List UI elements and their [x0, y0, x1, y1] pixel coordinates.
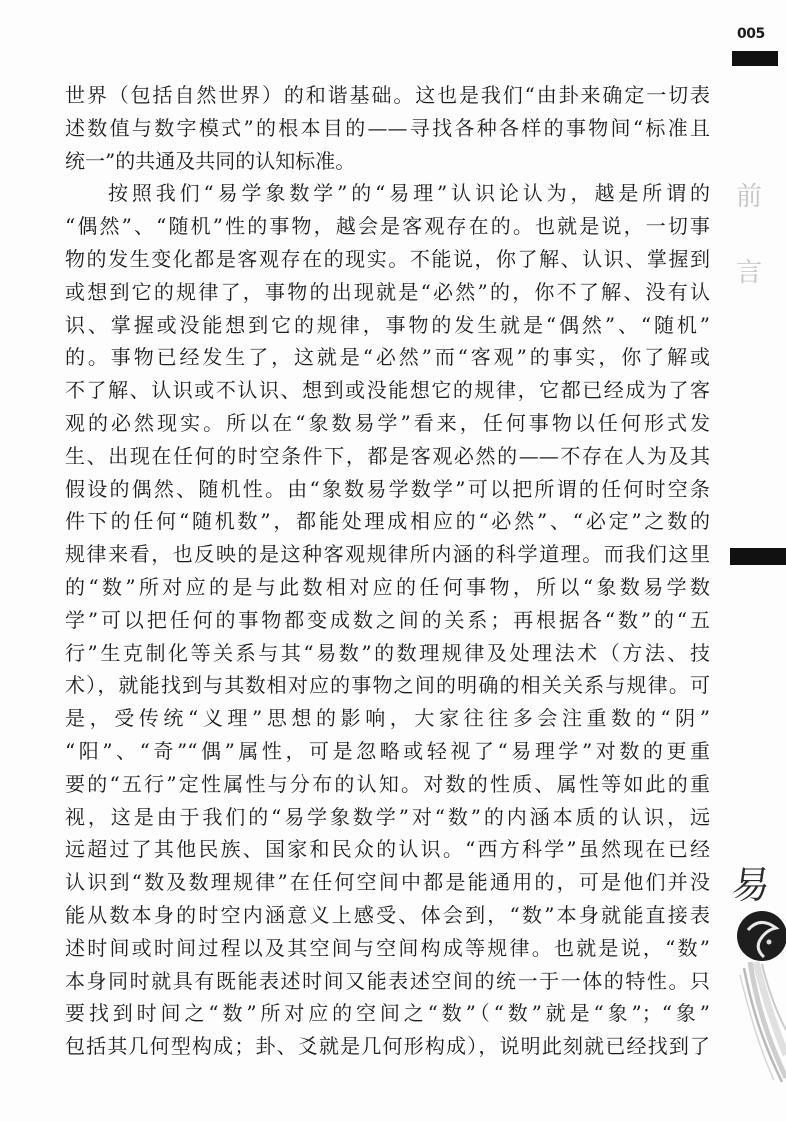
text-line: 统一”的共通及共同的认知标准。	[65, 148, 356, 173]
text-line: “阳”、“奇”“偶”属性，可是忽略或轻视了“易理学”对数的更重	[65, 738, 710, 763]
paragraph	[65, 177, 710, 1063]
text-line: 件下的任何“随机数”，都能处理成相应的“必然”、“必定”之数的	[65, 509, 710, 534]
text-line: 生、出现在任何的时空条件下，都是客观必然的——不存在人为及其	[65, 443, 710, 468]
text-line: 视，这是由于我们的“易学象数学”对“数”的内涵本质的认识，远	[65, 804, 710, 829]
text-line: 的“数”所对应的是与此数相对应的任何事物，所以“象数易学数	[65, 574, 710, 599]
text-line: 按照我们“易学象数学”的“易理”认识论认为，越是所谓的	[108, 181, 710, 206]
section-tab-char: 言	[735, 258, 762, 288]
text-line: 是，受传统“义理”思想的影响，大家往往多会注重数的“阴”	[65, 706, 710, 731]
text-line: 术），就能找到与其数相对应的事物之间的明确的相关关系与规律。可	[65, 673, 710, 698]
body-text	[65, 79, 710, 1063]
text-line: 观的必然现实。所以在“象数易学”看来，任何事物以任何形式发	[65, 410, 710, 435]
paragraph	[65, 79, 710, 177]
text-line: 世界（包括自然世界）的和谐基础。这也是我们“由卦来确定一切表	[65, 83, 710, 107]
text-line: 假设的偶然、随机性。由“象数易学数学”可以把所谓的任何时空条	[65, 476, 710, 501]
text-line: 述数值与数字模式”的根本目的——寻找各种各样的事物间“标准且	[65, 115, 710, 140]
text-line: 行”生克制化等关系与其“易数”的数理规律及处理法术（方法、技	[65, 640, 710, 665]
text-line: 识、掌握或没能想到它的规律，事物的发生就是“偶然”、“随机”	[65, 312, 710, 337]
brush-stroke-decoration	[740, 962, 786, 1082]
emblem-calligraphy-char: 易	[728, 863, 774, 907]
text-line: 要的“五行”定性属性与分布的认知。对数的性质、属性等如此的重	[65, 771, 710, 796]
yi-emblem	[722, 850, 786, 1085]
side-marker-bar	[730, 548, 786, 565]
text-line: 述时间或时间过程以及其空间与空间构成等规律。也就是说，“数”	[65, 935, 710, 960]
text-line: 物的发生变化都是客观存在的现实。不能说，你了解、认识、掌握到	[65, 246, 710, 271]
text-line: 要找到时间之“数”所对应的空间之“数”（“数”就是“象”；“象”	[65, 1001, 710, 1026]
text-line: 学”可以把任何的事物都变成数之间的关系；再根据各“数”的“五	[65, 607, 710, 632]
text-line: 认识到“数及数理规律”在任何空间中都是能通用的，可是他们并没	[65, 870, 710, 895]
text-line: 远超过了其他民族、国家和民众的认识。“西方科学”虽然现在已经	[65, 837, 710, 862]
text-line: 本身同时就具有既能表述时间又能表述空间的统一于一体的特性。只	[65, 968, 710, 993]
header-bar	[732, 51, 778, 66]
text-line: 不了解、认识或不认识、想到或没能想它的规律，它都已经成为了客	[65, 378, 710, 403]
text-line: 包括其几何型构成；卦、爻就是几何形构成），说明此刻就已经找到了	[65, 1034, 710, 1059]
text-line: 的。事物已经发生了，这就是“必然”而“客观”的事实，你了解或	[65, 345, 710, 370]
text-line: 能从数本身的时空内涵意义上感受、体会到，“数”本身就能直接表	[65, 902, 710, 927]
section-tab-char: 前	[735, 182, 762, 212]
text-line: 或想到它的规律了，事物的出现就是“必然”的，你不了解、没有认	[65, 279, 710, 304]
page-number: 005	[737, 26, 765, 42]
text-line: 规律来看，也反映的是这种客观规律所内涵的科学道理。而我们这里	[65, 542, 710, 567]
text-line: “偶然”、“随机”性的事物，越会是客观存在的。也就是说，一切事	[65, 214, 710, 239]
